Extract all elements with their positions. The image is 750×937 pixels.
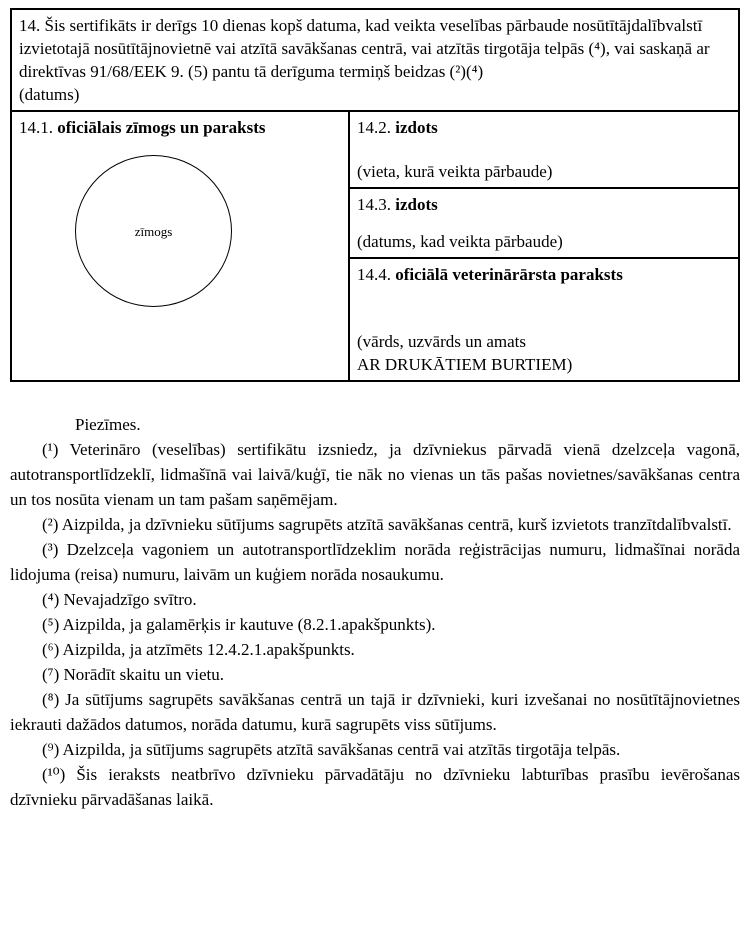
footnote-4: (⁴) Nevajadzīgo svītro. (42, 590, 197, 609)
field-14-2-header (357, 116, 731, 139)
field-14-3-cell (349, 188, 739, 258)
field-14-4-cell (349, 258, 739, 381)
field-14-1-header (19, 116, 341, 139)
field-14-2-label: izdots (395, 118, 438, 137)
field-14-4-label: oficiālā veterinārārsta paraksts (395, 265, 623, 284)
field-14-2-number: 14.2. (357, 118, 391, 137)
footnote-7: (⁷) Norādīt skaitu un vietu. (42, 665, 225, 684)
stamp-placeholder-text: zīmogs (134, 223, 173, 239)
field-14-4-number: 14.4. (357, 265, 391, 284)
footnote-3: (³) Dzelzceļa vagoniem un autotransportlīdzeklim norāda reģistrācijas numuru, lidmašīnai norāda lidojuma (reisa) numuru, laivām un kuģiem norāda nosaukumu. (10, 540, 740, 584)
stamp-circle (75, 155, 232, 307)
date-caption: (datums) (19, 85, 80, 104)
field-14-3-caption: (datums, kad veikta pārbaude) (357, 232, 563, 251)
section-14-paragraph (19, 14, 731, 83)
footnote-1: (¹) Veterināro (veselības) sertifikātu izsniedz, ja dzīvniekus pārvadā vienā dzelzceļa vagonā, autotransportlīdzeklī, lidmašīnā vai laivā/kuģī, tie nāk no vienas un tās pašas novietnes/savākšanas centra un tos nosūta vienam un tam pašam saņēmējam. (10, 440, 740, 509)
table-row (11, 9, 739, 111)
footnote-8: (⁸) Ja sūtījums sagrupēts savākšanas centrā un tajā ir dzīvnieki, kuri izvešanai no nosūtītājnovietnes iekrauti dažādos datumos, norāda datumu, kurā sagrupēts viss sūtījums. (10, 690, 740, 734)
footnote-10: (¹⁰) Šis ieraksts neatbrīvo dzīvnieku pārvadātāju no dzīvnieku labturības prasību ievērošanas dzīvnieku pārvadāšanas laikā. (10, 765, 740, 809)
field-14-3-label: izdots (395, 195, 438, 214)
footnote-5: (⁵) Aizpilda, ja galamērķis ir kautuve (8.2.1.apakšpunkts). (42, 615, 436, 634)
section-14-validity-cell (11, 9, 739, 111)
field-14-1-number: 14.1. (19, 118, 53, 137)
field-14-1-label: oficiālais zīmogs un paraksts (57, 118, 266, 137)
field-14-4-caption-line2: AR DRUKĀTIEM BURTIEM) (357, 355, 573, 374)
field-14-3-number: 14.3. (357, 195, 391, 214)
footnote-2: (²) Aizpilda, ja dzīvnieku sūtījums sagrupēts atzītā savākšanas centrā, kurš izvietots tranzītdalībvalstī. (42, 515, 732, 534)
field-14-1-cell (11, 111, 349, 381)
field-14-4-header (357, 263, 731, 286)
footnote-6: (⁶) Aizpilda, ja atzīmēts 12.4.2.1.apakšpunkts. (42, 640, 355, 659)
field-14-2-caption: (vieta, kurā veikta pārbaude) (357, 162, 553, 181)
field-14-3-header (357, 193, 731, 216)
section-14-text: Šis sertifikāts ir derīgs 10 dienas kopš datuma, kad veikta veselības pārbaude nosūtītājdalībvalstī izvietotajā nosūtītājnovietnē vai atzītā savākšanas centrā, vai atzītās tirgotāja telpās (⁴), vai saskaņā ar direktīvas 91/68/EEK 9. (5) pantu tā derīguma termiņš beidzas (²)(⁴) (19, 16, 710, 81)
certificate-table (10, 8, 740, 382)
section-14-number: 14. (19, 16, 41, 35)
footnote-9: (⁹) Aizpilda, ja sūtījums sagrupēts atzītā savākšanas centrā vai atzītās tirgotāja telpās. (42, 740, 621, 759)
field-14-2-cell (349, 111, 739, 188)
field-14-4-caption-line1: (vārds, uzvārds un amats (357, 332, 527, 351)
table-row (11, 111, 739, 188)
footnotes-title: Piezīmes. (75, 415, 141, 434)
footnotes-section (10, 412, 740, 812)
